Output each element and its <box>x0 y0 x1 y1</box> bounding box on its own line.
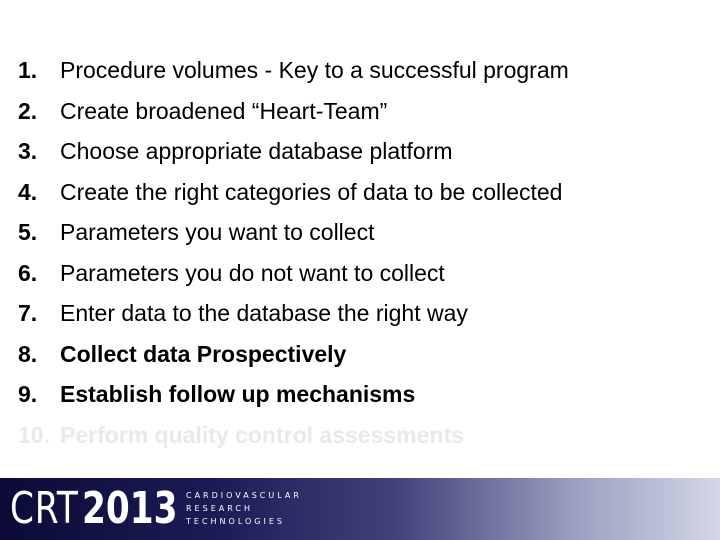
item-text: Parameters you want to collect <box>60 219 375 245</box>
list-item-10 <box>18 415 569 456</box>
footer-banner <box>0 478 720 540</box>
numbered-list <box>18 50 569 455</box>
list-item-3 <box>18 131 569 172</box>
logo-year: 2013 <box>82 483 178 534</box>
list-item-9 <box>18 374 569 415</box>
list-item-7 <box>18 293 569 334</box>
item-number: 2. <box>18 97 38 124</box>
item-number: 5. <box>18 219 38 245</box>
item-number: 9. <box>18 381 38 407</box>
item-number: 7. <box>18 300 38 326</box>
tagline-line-2: RESEARCH <box>186 504 253 513</box>
list-item-2 <box>18 91 569 132</box>
item-text: Parameters you do not want to collect <box>60 259 445 286</box>
item-number: 3. <box>18 138 38 164</box>
item-text: Collect data Prospectively <box>60 340 347 367</box>
item-text: Establish follow up mechanisms <box>60 381 416 407</box>
item-number: 10. <box>18 421 50 448</box>
item-number: 1. <box>18 57 38 83</box>
logo-prefix: CRT <box>10 483 79 534</box>
tagline-line-3: TECHNOLOGIES <box>186 517 285 526</box>
crt-logo <box>10 482 182 536</box>
item-text: Perform quality control assessments <box>60 421 464 448</box>
list-item-4 <box>18 172 569 213</box>
item-text: Create broadened “Heart-Team” <box>60 97 388 124</box>
item-number: 8. <box>18 340 38 367</box>
list-item-8 <box>18 334 569 375</box>
item-number: 6. <box>18 259 38 286</box>
list-item-1 <box>18 50 569 91</box>
item-number: 4. <box>18 178 38 205</box>
item-text: Enter data to the database the right way <box>60 300 468 326</box>
item-text: Create the right categories of data to be collected <box>60 178 563 205</box>
tagline-line-1: CARDIOVASCULAR <box>186 491 302 500</box>
item-text: Procedure volumes - Key to a successful program <box>60 57 569 83</box>
item-text: Choose appropriate database platform <box>60 138 453 164</box>
list-item-5 <box>18 212 569 253</box>
banner-tagline <box>186 489 302 528</box>
list-item-6 <box>18 253 569 294</box>
